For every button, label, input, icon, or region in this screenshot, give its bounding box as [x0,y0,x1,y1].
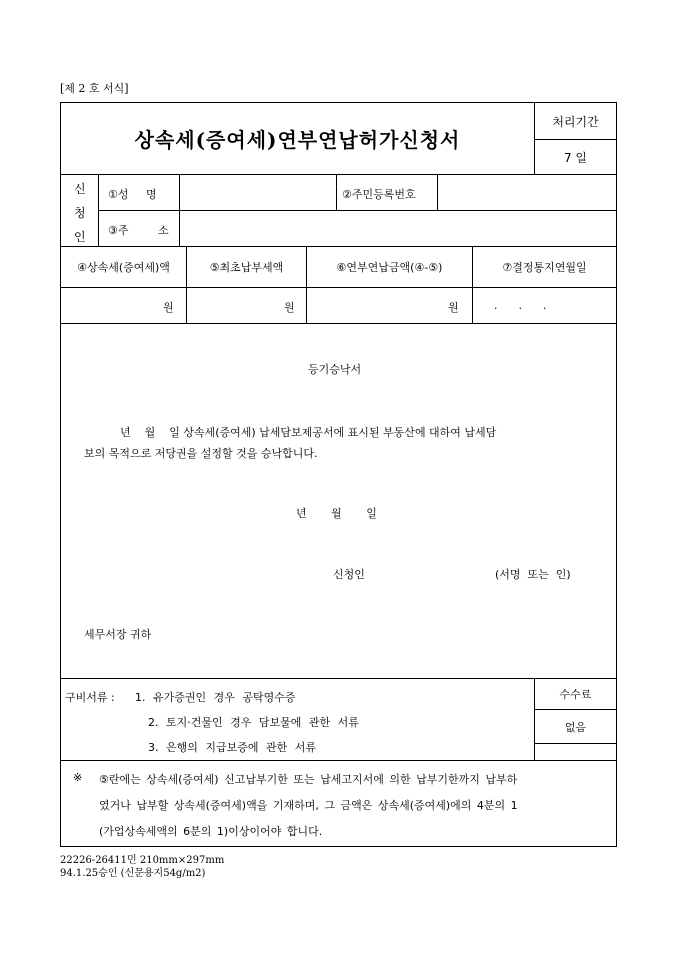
processing-label: 처리기간 [552,114,599,129]
divider [60,287,617,288]
consent-applicant-label: 신청인 [333,568,365,581]
border-bottom [60,846,617,847]
note-line2: 였거나 납부할 상속세(증여세)액을 기재하며, 그 금액은 상속세(증여세)에의 4분의 1 [99,799,518,812]
divider [437,174,438,211]
applicant-side-1: 신 [74,182,86,196]
header-installment-amount: ⑥연부연납금액(④-⑤) [336,261,443,274]
divider [60,760,617,761]
sign-label: (서명 또는 인) [495,568,571,581]
border-left [60,102,61,847]
unit-won-2: 원 [284,301,295,314]
document-item-2: 2. 토지·건물인 경우 담보물에 관한 서류 [148,716,359,729]
page-title: 상속세(증여세)연부연납허가신청서 [134,128,461,152]
consent-body-line1: 년 월 일 상속세(증여세) 납세담보제공서에 표시된 부동산에 대하여 납세담 [120,426,497,439]
processing-value: 7 일 [563,150,588,165]
date-placeholder: . . . [494,299,547,312]
divider [60,323,617,324]
consent-title: 등기승낙서 [308,363,362,376]
note-line1: ⑤란에는 상속세(증여세) 신고납부기한 또는 납세고지서에 의한 납부기한까지 납부하 [99,773,518,786]
consent-date-line: 년 월 일 [296,507,377,520]
applicant-side-2: 청 [74,206,86,220]
footer-line1: 22226-26411민 210mm×297mm [60,855,225,866]
rrn-field[interactable] [440,177,614,208]
address-label: ③주 소 [108,224,169,237]
divider [336,174,337,211]
header-inheritance-tax: ④상속세(증여세)액 [77,261,170,274]
fee-value: 없음 [564,720,587,734]
applicant-side-3: 인 [74,230,86,244]
name-field[interactable] [182,177,334,208]
address-field[interactable] [182,213,614,244]
divider [60,174,617,175]
note-mark: ※ [73,771,83,784]
form-number: [제 2 호 서식] [60,82,129,95]
addressee: 세무서장 귀하 [84,628,152,641]
unit-won-3: 원 [448,301,459,314]
divider [98,210,617,211]
consent-body-line2: 보의 목적으로 저당권을 설정할 것을 승낙합니다. [84,447,318,460]
unit-won-1: 원 [163,301,174,314]
fee-label: 수수료 [559,688,592,701]
document-item-3: 3. 은행의 지급보증에 관한 서류 [148,741,316,754]
header-initial-payment: ⑤최초납부세액 [209,261,284,274]
name-label: ①성 명 [108,188,157,201]
title-cell [61,103,534,174]
document-item-1: 1. 유가증권인 경우 공탁영수증 [135,691,296,704]
note-line3: (가업상속세액의 6분의 1)이상이어야 합니다. [99,825,323,838]
border-right [616,102,617,847]
footer-line2: 94.1.25승인 (신문용지54g/m2) [60,868,206,879]
rrn-label: ②주민등록번호 [342,188,416,201]
header-notice-date: ⑦결정통지연월일 [502,261,587,274]
divider [534,743,616,744]
documents-label: 구비서류 : [65,691,115,704]
